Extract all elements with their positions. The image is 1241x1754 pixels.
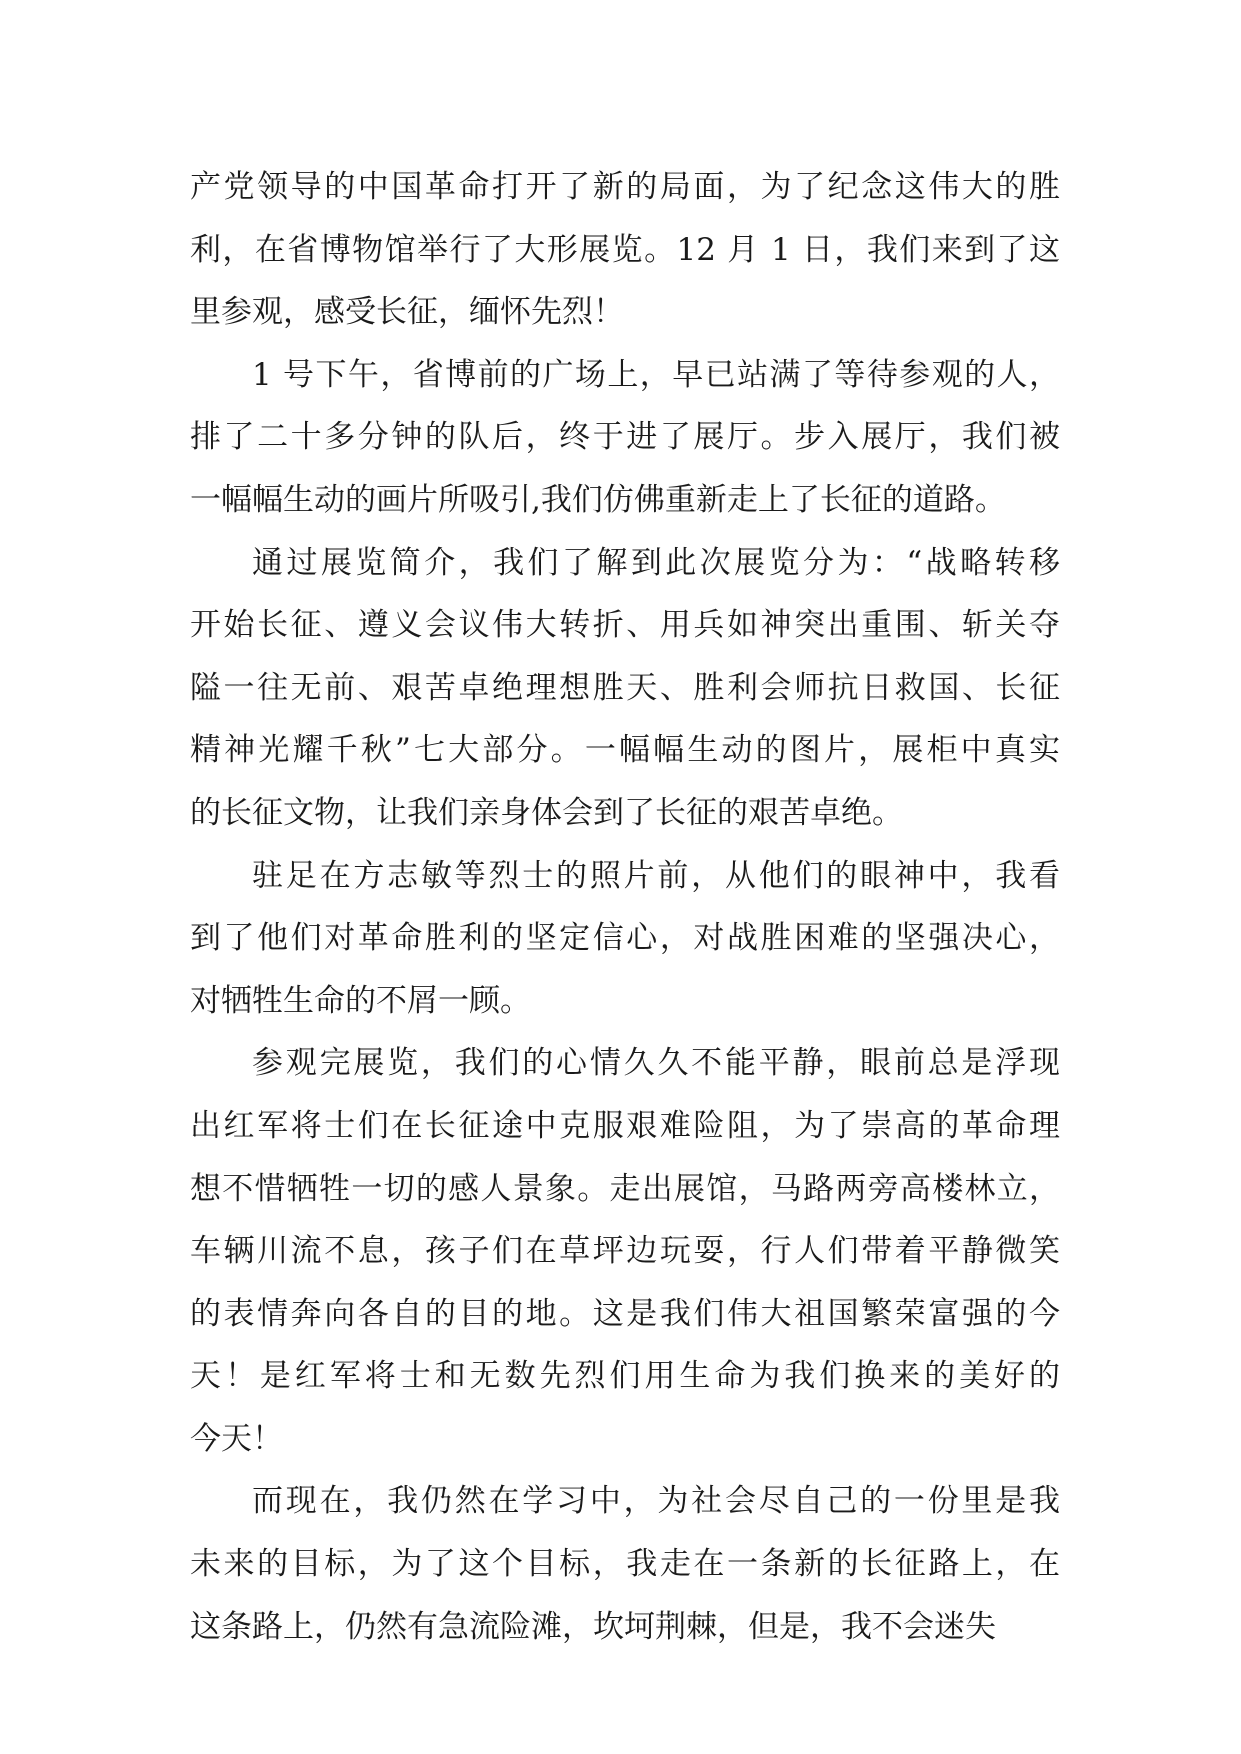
text-line: 参观完展览，我们的心情久久不能平静，眼前总是浮现 xyxy=(252,1045,1060,1082)
paragraph xyxy=(190,532,1060,845)
paragraph xyxy=(190,1470,1060,1658)
text-line: 里参观，感受长征，缅怀先烈！ xyxy=(190,294,624,331)
text-line: 通过展览简介，我们了解到此次展览分为：“战略转移 xyxy=(252,544,1060,581)
text-line: 隘一往无前、艰苦卓绝理想胜天、胜利会师抗日救国、长征 xyxy=(190,669,1060,706)
text-line: 到了他们对革命胜利的坚定信心，对战胜困难的坚强决心， xyxy=(190,920,1060,957)
text-line: 的长征文物，让我们亲身体会到了长征的艰苦卓绝。 xyxy=(190,794,903,831)
text-line: 排了二十多分钟的队后，终于进了展厅。步入展厅，我们被 xyxy=(190,419,1060,456)
text-line: 出红军将士们在长征途中克服艰难险阻，为了崇高的革命理 xyxy=(190,1107,1060,1144)
text-line: 这条路上，仍然有急流险滩，坎坷荆棘，但是，我不会迷失 xyxy=(190,1608,996,1645)
text-line: 想不惜牺牲一切的感人景象。走出展馆，马路两旁高楼林立， xyxy=(190,1170,1060,1207)
text-line: 的表情奔向各自的目的地。这是我们伟大祖国繁荣富强的今 xyxy=(190,1295,1060,1332)
text-line: 车辆川流不息，孩子们在草坪边玩耍，行人们带着平静微笑 xyxy=(190,1233,1060,1270)
text-line: 一幅幅生动的画片所吸引,我们仿佛重新走上了长征的道路。 xyxy=(190,481,1006,518)
text-line: 未来的目标，为了这个目标，我走在一条新的长征路上，在 xyxy=(190,1546,1060,1583)
paragraph xyxy=(190,156,1060,344)
text-line: 而现在，我仍然在学习中，为社会尽自己的一份里是我 xyxy=(252,1483,1060,1520)
text-line: 1 号下午，省博前的广场上，早已站满了等待参观的人， xyxy=(252,356,1060,393)
paragraph xyxy=(190,845,1060,1033)
text-line: 利，在省博物馆举行了大形展览。12 月 1 日，我们来到了这 xyxy=(190,231,1060,268)
text-line: 今天！ xyxy=(190,1420,283,1457)
paragraph xyxy=(190,1032,1060,1470)
text-line: 驻足在方志敏等烈士的照片前，从他们的眼神中，我看 xyxy=(252,857,1060,894)
text-line: 对牺牲生命的不屑一顾。 xyxy=(190,982,531,1019)
text-line: 产党领导的中国革命打开了新的局面，为了纪念这伟大的胜 xyxy=(190,169,1060,205)
paragraph xyxy=(190,344,1060,532)
document-body xyxy=(190,156,1060,1658)
text-line: 天！是红军将士和无数先烈们用生命为我们换来的美好的 xyxy=(190,1358,1060,1395)
text-line: 开始长征、遵义会议伟大转折、用兵如神突出重围、斩关夺 xyxy=(190,607,1060,644)
text-line: 精神光耀千秋”七大部分。一幅幅生动的图片，展柜中真实 xyxy=(190,732,1060,769)
